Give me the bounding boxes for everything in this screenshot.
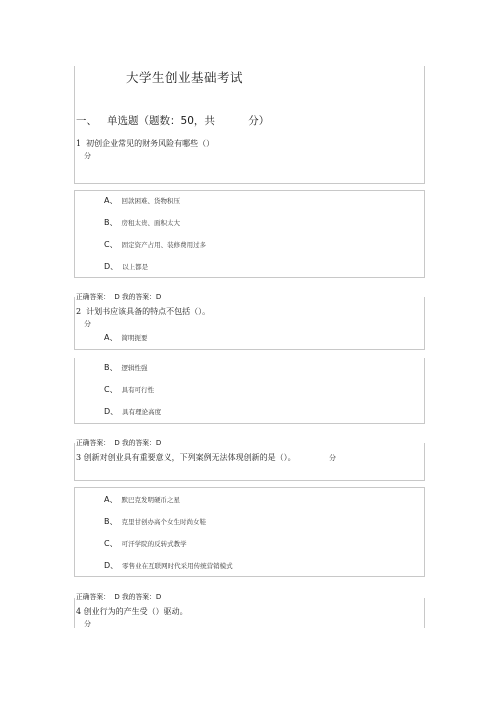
- q1-answer: 正确答案： D 我的答案：D: [76, 293, 162, 301]
- q3-option-d[interactable]: D、 零售业在互联网时代采用传统营销模式: [104, 561, 233, 570]
- q3-options-top-line: [74, 487, 425, 488]
- q2-option-b[interactable]: B、 逻辑性强: [104, 363, 148, 372]
- q3-left-line: [74, 443, 75, 481]
- q4-score: 分: [84, 620, 91, 628]
- q3-option-c[interactable]: C、 可汗学院的反转式教学: [104, 539, 187, 548]
- q3-options-bottom-line: [74, 576, 425, 577]
- q1-score: 分: [84, 152, 91, 160]
- q1-option-a[interactable]: A、 回款困难、货物积压: [104, 196, 180, 205]
- q2-option-a[interactable]: A、 简明扼要: [104, 333, 148, 342]
- q2-options-bottom-line: [74, 423, 425, 424]
- frame-left-line: [74, 66, 75, 184]
- q2-options-right-line: [424, 358, 425, 424]
- q1-stem: 1 初创企业常见的财务风险有哪些（）: [76, 139, 215, 148]
- q2-answer: 正确答案： D 我的答案：D: [76, 439, 162, 447]
- q4-right-line: [424, 598, 425, 628]
- frame-right-line: [424, 66, 425, 184]
- q2-option-d[interactable]: D、 具有理论高度: [104, 407, 162, 416]
- q2-score: 分: [84, 320, 91, 328]
- q3-options-left-line: [74, 487, 75, 577]
- q3-divider: [74, 480, 425, 481]
- section-label: 单选题（题数：: [107, 115, 181, 127]
- q2-left-line: [74, 297, 75, 350]
- q3-score: 分: [329, 454, 336, 462]
- q2-right-line: [424, 297, 425, 350]
- q3-answer: 正确答案： D 我的答案：D: [76, 593, 162, 601]
- q3-option-a[interactable]: A、 默巴克发明硬币之星: [104, 495, 180, 504]
- q4-left-line: [74, 598, 75, 628]
- section-tail: ，共: [193, 115, 215, 127]
- q1-options-bottom-line: [74, 277, 425, 278]
- section-header: [76, 113, 269, 128]
- q3-stem: 3 创新对创业具有重要意义，下列案例无法体现创新的是（）。: [76, 453, 296, 462]
- q1-divider: [74, 183, 425, 184]
- q4-stem: 4 创业行为的产生受（）驱动。: [76, 607, 188, 616]
- q3-right-line: [424, 443, 425, 481]
- q1-option-c[interactable]: C、 固定资产占用、装修费用过多: [104, 240, 207, 249]
- q1-options-top-line: [74, 190, 425, 191]
- q1-option-b[interactable]: B、 房租太贵、面积太大: [104, 218, 180, 227]
- section-number: 一、: [76, 115, 97, 127]
- q3-option-b[interactable]: B、 克里甘创办高个女生时尚女鞋: [104, 517, 206, 526]
- q1-options-left-line: [74, 190, 75, 278]
- q2-divider: [74, 349, 425, 350]
- q2-stem: 2 计划书应该具备的特点不包括（）。: [76, 307, 211, 316]
- section-unit: 分）: [248, 115, 270, 127]
- q1-option-d[interactable]: D、 以上都是: [104, 262, 149, 271]
- page-title: 大学生创业基础考试: [126, 70, 244, 85]
- q3-options-right-line: [424, 487, 425, 577]
- q2-options-left-line: [74, 358, 75, 424]
- q1-options-right-line: [424, 190, 425, 278]
- q2-option-c[interactable]: C、 具有可行性: [104, 385, 155, 394]
- section-count: 50: [180, 115, 194, 127]
